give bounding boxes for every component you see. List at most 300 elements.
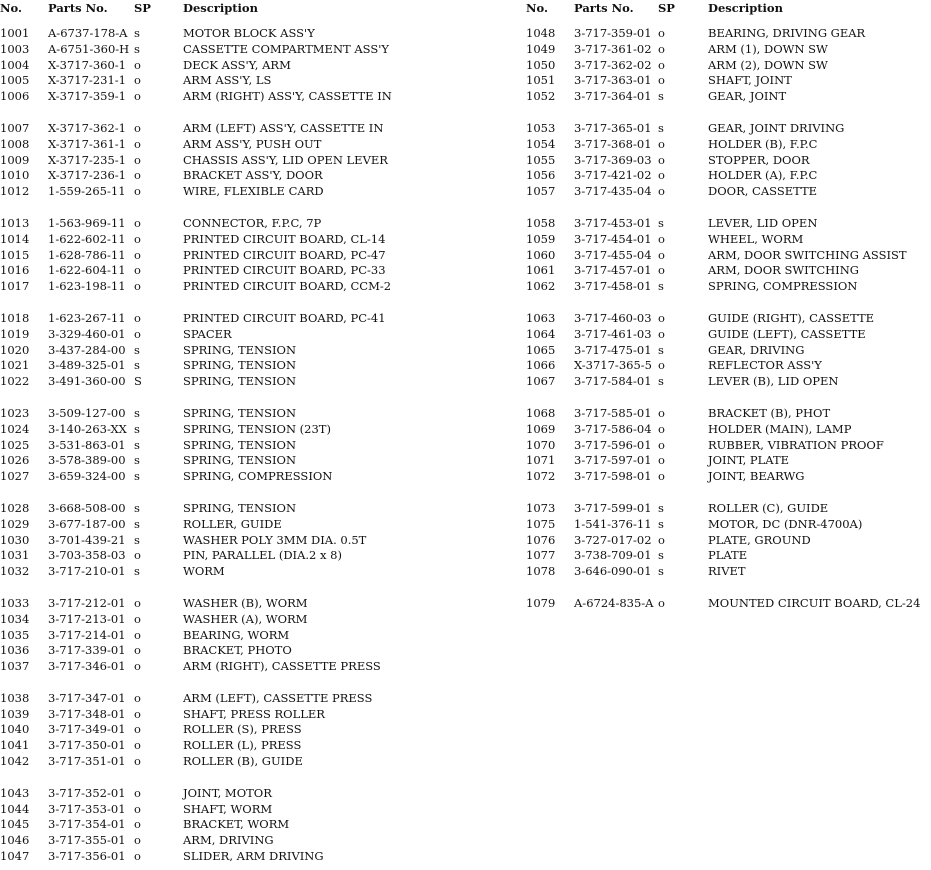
table-row [0, 89, 470, 105]
part-number-index: 1026 [0, 453, 30, 468]
table-row [526, 358, 931, 374]
table-row [0, 184, 470, 200]
sp-code: s [658, 548, 664, 563]
description: MOTOR BLOCK ASS'Y [183, 26, 315, 40]
part-number-index: 1032 [0, 564, 30, 579]
description: HOLDER (MAIN), LAMP [708, 421, 852, 436]
table-row [0, 501, 470, 517]
description: DECK ASS'Y, ARM [183, 57, 291, 72]
sp-code: o [134, 595, 141, 610]
table-row [526, 184, 931, 200]
table-row [0, 374, 470, 390]
table-row [526, 533, 931, 549]
part-number-index: 1054 [526, 136, 556, 151]
header-no: No. [526, 1, 548, 15]
header-parts-no: Parts No. [48, 1, 108, 15]
part-number-index: 1010 [0, 168, 30, 183]
part-number-index: 1014 [0, 231, 30, 246]
part-number-index: 1027 [0, 469, 30, 484]
part-number-index: 1053 [526, 120, 556, 135]
sp-code: s [658, 374, 664, 389]
parts-no: A-6737-178-A [48, 26, 128, 40]
description: SPRING, TENSION [183, 453, 297, 468]
parts-no: 3-717-348-01 [48, 706, 126, 721]
parts-no: 3-489-325-01 [48, 358, 126, 373]
description: ARM, DRIVING [183, 833, 274, 848]
parts-no: 3-659-324-00 [48, 469, 126, 484]
description: SPRING, TENSION [183, 374, 297, 389]
description: PLATE, GROUND [708, 532, 811, 547]
description: PLATE [708, 548, 748, 563]
description: SPACER [183, 326, 232, 341]
parts-no: 3-677-187-00 [48, 516, 126, 531]
group-spacer [526, 485, 931, 501]
parts-no: 3-717-356-01 [48, 849, 126, 864]
parts-no: 3-717-421-02 [574, 168, 652, 183]
group-spacer [0, 390, 470, 406]
description: ARM ASS'Y, LS [183, 73, 272, 88]
description: WIRE, FLEXIBLE CARD [183, 184, 324, 199]
description: SHAFT, PRESS ROLLER [183, 706, 325, 721]
sp-code: o [134, 73, 141, 88]
header-description: Description [708, 1, 783, 15]
description: PRINTED CIRCUIT BOARD, PC-47 [183, 247, 386, 262]
parts-no: X-3717-361-1 [48, 136, 126, 151]
sp-code: o [134, 706, 141, 721]
sp-code: o [134, 722, 141, 737]
table-row [0, 216, 470, 232]
part-number-index: 1031 [0, 548, 30, 563]
sp-code: o [658, 152, 665, 167]
description: JOINT, BEARWG [708, 469, 805, 484]
sp-code: o [134, 168, 141, 183]
table-row [526, 42, 931, 58]
description: BEARING, WORM [183, 627, 290, 642]
table-row [0, 311, 470, 327]
table-row [526, 121, 931, 137]
sp-code: o [658, 421, 665, 436]
table-row [0, 738, 470, 754]
description: SPRING, TENSION [183, 342, 297, 357]
sp-code: o [658, 41, 665, 56]
parts-no: 3-717-596-01 [574, 437, 652, 452]
description: JOINT, PLATE [708, 453, 790, 468]
parts-no: 1-541-376-11 [574, 516, 652, 531]
table-row [0, 517, 470, 533]
parts-no: 3-717-453-01 [574, 215, 652, 230]
header-sp: SP [134, 1, 151, 15]
description: RUBBER, VIBRATION PROOF [708, 437, 884, 452]
table-row [526, 311, 931, 327]
sp-code: o [658, 247, 665, 262]
group-spacer [0, 675, 470, 691]
group-spacer [526, 295, 931, 311]
parts-no: 3-717-350-01 [48, 738, 126, 753]
part-number-index: 1072 [526, 469, 556, 484]
description: GEAR, JOINT DRIVING [708, 120, 845, 135]
parts-no: 1-623-267-11 [48, 310, 126, 325]
part-number-index: 1043 [0, 785, 30, 800]
part-number-index: 1071 [526, 453, 556, 468]
parts-column-right [526, 0, 931, 612]
sp-code: o [134, 659, 141, 674]
sp-code: o [134, 279, 141, 294]
table-row [0, 849, 470, 865]
part-number-index: 1073 [526, 500, 556, 515]
header-no: No. [0, 1, 22, 15]
description: ARM (RIGHT) ASS'Y, CASSETTE IN [183, 89, 392, 104]
part-number-index: 1023 [0, 405, 30, 420]
sp-code: o [134, 247, 141, 262]
part-number-index: 1052 [526, 89, 556, 104]
description: SPRING, TENSION [183, 405, 297, 420]
sp-code: o [134, 184, 141, 199]
part-number-index: 1068 [526, 405, 556, 420]
table-row [0, 628, 470, 644]
part-number-index: 1056 [526, 168, 556, 183]
description: ARM (2), DOWN SW [708, 57, 828, 72]
parts-no: 3-717-354-01 [48, 817, 126, 832]
description: ROLLER (C), GUIDE [708, 500, 829, 515]
table-row [0, 469, 470, 485]
table-row [0, 533, 470, 549]
part-number-index: 1021 [0, 358, 30, 373]
part-number-index: 1069 [526, 421, 556, 436]
part-number-index: 1029 [0, 516, 30, 531]
table-row [0, 153, 470, 169]
parts-no: 3-646-090-01 [574, 564, 652, 579]
table-row [0, 406, 470, 422]
parts-no: 3-717-346-01 [48, 659, 126, 674]
part-number-index: 1034 [0, 611, 30, 626]
description: SPRING, TENSION [183, 437, 297, 452]
parts-no: 3-717-597-01 [574, 453, 652, 468]
table-row [0, 327, 470, 343]
table-row [0, 802, 470, 818]
parts-no: 3-717-585-01 [574, 405, 652, 420]
table-row [0, 786, 470, 802]
parts-no: 3-717-210-01 [48, 564, 126, 579]
description: MOUNTED CIRCUIT BOARD, CL-24 [708, 595, 921, 610]
parts-no: 1-622-604-11 [48, 263, 126, 278]
description: PRINTED CIRCUIT BOARD, PC-33 [183, 263, 386, 278]
parts-no: 3-738-709-01 [574, 548, 652, 563]
table-row [0, 659, 470, 675]
part-number-index: 1078 [526, 564, 556, 579]
table-row [0, 232, 470, 248]
description: BRACKET (B), PHOT [708, 405, 831, 420]
part-number-index: 1063 [526, 310, 556, 325]
table-row [526, 453, 931, 469]
description: SPRING, TENSION (23T) [183, 421, 331, 436]
sp-code: o [134, 152, 141, 167]
parts-no: 3-717-361-02 [574, 41, 652, 56]
part-number-index: 1047 [0, 849, 30, 864]
table-row [0, 691, 470, 707]
parts-no: X-3717-359-1 [48, 89, 126, 104]
description: ROLLER, GUIDE [183, 516, 282, 531]
part-number-index: 1065 [526, 342, 556, 357]
part-number-index: 1024 [0, 421, 30, 436]
part-number-index: 1039 [0, 706, 30, 721]
description: GEAR, DRIVING [708, 342, 805, 357]
description: PRINTED CIRCUIT BOARD, CL-14 [183, 231, 386, 246]
description: CONNECTOR, F.P.C, 7P [183, 215, 322, 230]
sp-code: s [658, 215, 664, 230]
header-sp: SP [658, 1, 675, 15]
description: GUIDE (RIGHT), CASSETTE [708, 310, 875, 325]
sp-code: o [658, 184, 665, 199]
sp-code: o [134, 136, 141, 151]
column-header [0, 0, 470, 26]
part-number-index: 1049 [526, 41, 556, 56]
sp-code: o [134, 231, 141, 246]
table-row [0, 248, 470, 264]
sp-code: o [658, 595, 665, 610]
description: BRACKET, PHOTO [183, 643, 292, 658]
sp-code: o [134, 738, 141, 753]
sp-code: o [134, 548, 141, 563]
description: ARM (LEFT) ASS'Y, CASSETTE IN [183, 120, 384, 135]
sp-code: s [658, 516, 664, 531]
sp-code: o [658, 469, 665, 484]
part-number-index: 1046 [0, 833, 30, 848]
description: BEARING, DRIVING GEAR [708, 26, 866, 40]
parts-no: 3-491-360-00 [48, 374, 126, 389]
description: GEAR, JOINT [708, 89, 787, 104]
parts-no: 3-509-127-00 [48, 405, 126, 420]
description: SHAFT, JOINT [708, 73, 792, 88]
table-row [526, 469, 931, 485]
parts-no: 3-717-586-04 [574, 421, 652, 436]
sp-code: s [134, 437, 140, 452]
part-number-index: 1058 [526, 215, 556, 230]
parts-no: X-3717-362-1 [48, 120, 126, 135]
sp-code: o [134, 57, 141, 72]
part-number-index: 1036 [0, 643, 30, 658]
sp-code: s [134, 500, 140, 515]
description: ROLLER (S), PRESS [183, 722, 302, 737]
group-spacer [0, 485, 470, 501]
description: HOLDER (B), F.P.C [708, 136, 818, 151]
sp-code: o [134, 326, 141, 341]
part-number-index: 1017 [0, 279, 30, 294]
parts-no: 3-717-455-04 [574, 247, 652, 262]
table-row [0, 438, 470, 454]
description: SPRING, TENSION [183, 358, 297, 373]
sp-code: o [134, 833, 141, 848]
table-row [526, 279, 931, 295]
description: BRACKET ASS'Y, DOOR [183, 168, 323, 183]
part-number-index: 1062 [526, 279, 556, 294]
part-number-index: 1012 [0, 184, 30, 199]
parts-no: 3-717-339-01 [48, 643, 126, 658]
part-number-index: 1064 [526, 326, 556, 341]
table-row [0, 263, 470, 279]
part-number-index: 1041 [0, 738, 30, 753]
part-number-index: 1003 [0, 41, 30, 56]
table-row [0, 833, 470, 849]
parts-no: 3-717-368-01 [574, 136, 652, 151]
description: GUIDE (LEFT), CASSETTE [708, 326, 866, 341]
parts-no: 3-578-389-00 [48, 453, 126, 468]
description: WORM [183, 564, 225, 579]
parts-no: 1-623-198-11 [48, 279, 126, 294]
table-row [0, 42, 470, 58]
parts-no: 3-717-598-01 [574, 469, 652, 484]
part-number-index: 1025 [0, 437, 30, 452]
sp-code: o [134, 643, 141, 658]
group-spacer [526, 580, 931, 596]
parts-no: 3-717-347-01 [48, 690, 126, 705]
parts-no: 1-622-602-11 [48, 231, 126, 246]
sp-code: o [658, 358, 665, 373]
description: ARM, DOOR SWITCHING ASSIST [708, 247, 907, 262]
group-spacer [0, 580, 470, 596]
sp-code: o [658, 26, 665, 40]
table-row [526, 232, 931, 248]
part-number-index: 1019 [0, 326, 30, 341]
parts-no: X-3717-360-1 [48, 57, 126, 72]
parts-no: 3-717-214-01 [48, 627, 126, 642]
part-number-index: 1045 [0, 817, 30, 832]
sp-code: o [658, 326, 665, 341]
sp-code: o [658, 437, 665, 452]
group-spacer [526, 390, 931, 406]
part-number-index: 1037 [0, 659, 30, 674]
parts-no: 1-559-265-11 [48, 184, 126, 199]
part-number-index: 1033 [0, 595, 30, 610]
part-number-index: 1061 [526, 263, 556, 278]
part-number-index: 1048 [526, 26, 556, 40]
parts-no: 3-717-599-01 [574, 500, 652, 515]
parts-no: 3-717-349-01 [48, 722, 126, 737]
parts-no: X-3717-236-1 [48, 168, 126, 183]
description: RIVET [708, 564, 746, 579]
description: HOLDER (A), F.P.C [708, 168, 818, 183]
table-row [526, 596, 931, 612]
description: DOOR, CASSETTE [708, 184, 818, 199]
sp-code: s [134, 421, 140, 436]
sp-code: o [134, 849, 141, 864]
description: BRACKET, WORM [183, 817, 290, 832]
description: ARM ASS'Y, PUSH OUT [183, 136, 322, 151]
parts-no: A-6724-835-A [574, 595, 654, 610]
table-row [526, 137, 931, 153]
sp-code: o [134, 310, 141, 325]
parts-no: 3-140-263-XX [48, 421, 127, 436]
parts-no: 3-717-359-01 [574, 26, 652, 40]
description: LEVER (B), LID OPEN [708, 374, 839, 389]
sp-code: s [134, 358, 140, 373]
table-row [526, 168, 931, 184]
group-spacer [0, 295, 470, 311]
parts-no: 3-717-454-01 [574, 231, 652, 246]
description: STOPPER, DOOR [708, 152, 810, 167]
table-row [526, 89, 931, 105]
sp-code: o [134, 263, 141, 278]
part-number-index: 1051 [526, 73, 556, 88]
parts-no: 3-717-460-03 [574, 310, 652, 325]
sp-code: o [658, 405, 665, 420]
sp-code: s [658, 564, 664, 579]
part-number-index: 1044 [0, 801, 30, 816]
sp-code: s [134, 453, 140, 468]
sp-code: s [134, 26, 140, 40]
sp-code: o [658, 532, 665, 547]
description: MOTOR, DC (DNR-4700A) [708, 516, 863, 531]
part-number-index: 1075 [526, 516, 556, 531]
parts-no: X-3717-235-1 [48, 152, 126, 167]
table-row [0, 817, 470, 833]
part-number-index: 1001 [0, 26, 30, 40]
sp-code: o [658, 310, 665, 325]
part-number-index: 1004 [0, 57, 30, 72]
parts-no: 3-717-351-01 [48, 754, 126, 769]
sp-code: s [134, 469, 140, 484]
sp-code: o [134, 817, 141, 832]
table-row [0, 168, 470, 184]
description: REFLECTOR ASS'Y [708, 358, 822, 373]
description: SLIDER, ARM DRIVING [183, 849, 324, 864]
parts-no: 3-717-352-01 [48, 785, 126, 800]
parts-no: 3-727-017-02 [574, 532, 652, 547]
table-row [526, 548, 931, 564]
sp-code: o [658, 231, 665, 246]
part-number-index: 1006 [0, 89, 30, 104]
table-row [0, 422, 470, 438]
sp-code: o [134, 627, 141, 642]
table-row [0, 343, 470, 359]
table-row [526, 564, 931, 580]
description: ARM (LEFT), CASSETTE PRESS [183, 690, 373, 705]
table-row [0, 279, 470, 295]
header-parts-no: Parts No. [574, 1, 634, 15]
table-row [0, 564, 470, 580]
part-number-index: 1022 [0, 374, 30, 389]
parts-no: 3-717-362-02 [574, 57, 652, 72]
group-spacer [526, 105, 931, 121]
table-row [526, 438, 931, 454]
header-description: Description [183, 1, 258, 15]
table-row [526, 501, 931, 517]
table-row [0, 26, 470, 42]
sp-code: o [134, 690, 141, 705]
group-spacer [526, 200, 931, 216]
sp-code: s [134, 564, 140, 579]
part-number-index: 1055 [526, 152, 556, 167]
sp-code: o [134, 754, 141, 769]
part-number-index: 1009 [0, 152, 30, 167]
table-row [0, 73, 470, 89]
sp-code: o [134, 801, 141, 816]
sp-code: s [134, 405, 140, 420]
description: PIN, PARALLEL (DIA.2 x 8) [183, 548, 342, 563]
sp-code: s [658, 120, 664, 135]
parts-no: X-3717-365-5 [574, 358, 652, 373]
part-number-index: 1060 [526, 247, 556, 262]
table-row [0, 754, 470, 770]
part-number-index: 1066 [526, 358, 556, 373]
description: WASHER POLY 3MM DIA. 0.5T [183, 532, 367, 547]
table-row [526, 517, 931, 533]
table-row [526, 58, 931, 74]
parts-no: 1-563-969-11 [48, 215, 126, 230]
sp-code: o [134, 120, 141, 135]
table-row [526, 343, 931, 359]
part-number-index: 1057 [526, 184, 556, 199]
description: PRINTED CIRCUIT BOARD, PC-41 [183, 310, 386, 325]
